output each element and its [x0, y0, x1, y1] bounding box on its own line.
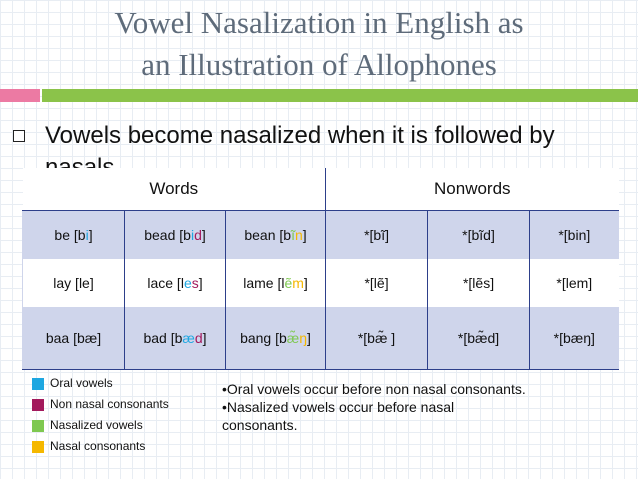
header-words: Words: [23, 168, 326, 211]
table-row: [23, 307, 619, 370]
text-segment: bead [b: [144, 227, 191, 243]
slide-title-line-1: Vowel Nasalization in English as: [114, 5, 524, 40]
text-segment: ]: [303, 275, 308, 291]
text-segment: *[bæ̃d]: [457, 330, 500, 346]
note-line: •Oral vowels occur before non nasal consonants.: [222, 381, 526, 397]
legend-swatch: [32, 378, 44, 390]
colored-segment: æ: [182, 330, 195, 346]
text-segment: *[lẽs]: [462, 275, 495, 291]
text-segment: ]: [307, 330, 311, 346]
colored-segment: ŋ: [299, 330, 308, 346]
text-segment: ]: [88, 227, 93, 243]
colored-segment: s: [191, 275, 199, 291]
text-segment: *[bæŋ]: [553, 330, 595, 346]
table-cell: [326, 259, 428, 307]
legend-label: Non nasal consonants: [50, 397, 169, 411]
text-segment: bean [b: [244, 227, 292, 243]
colored-segment: ẽ: [284, 275, 293, 291]
text-segment: ]: [302, 227, 307, 243]
text-segment: lame [l: [243, 275, 285, 291]
title-rule-green: [42, 89, 638, 102]
text-segment: lace [l: [147, 275, 184, 291]
legend-label: Nasal consonants: [50, 439, 146, 453]
colored-segment: i: [85, 227, 89, 243]
header-nonwords: Nonwords: [326, 168, 619, 211]
text-segment: *[bĩd]: [462, 227, 495, 243]
table-cell: [125, 259, 226, 307]
table-cell: [226, 307, 326, 370]
table-cell: [125, 307, 226, 370]
legend-label: Nasalized vowels: [50, 418, 143, 432]
table-cell: [530, 259, 619, 307]
table-cell: [428, 307, 530, 370]
text-segment: ]: [202, 330, 207, 346]
colored-segment: n: [294, 227, 303, 243]
note-line: •Nasalized vowels occur before nasal: [222, 399, 455, 415]
table-header-row: [23, 168, 619, 211]
colored-segment: i: [190, 227, 195, 243]
table-cell: [326, 211, 428, 260]
text-segment: bang [b: [240, 330, 287, 346]
text-segment: bad [b: [143, 330, 183, 346]
colored-segment: d: [194, 227, 202, 243]
legend-swatch: [32, 420, 44, 432]
table-cell: [23, 259, 125, 307]
legend-swatch: [32, 441, 44, 453]
text-segment: baa [bæ]: [45, 330, 102, 346]
bullet-text: Vowels become nasalized when it is followed by: [45, 122, 555, 149]
table-row: [23, 259, 619, 307]
table-cell: [23, 211, 125, 260]
text-segment: *[bin]: [558, 227, 591, 243]
colored-segment: æ̃: [286, 330, 300, 346]
table-cell: [226, 259, 326, 307]
colored-segment: ĩ: [291, 227, 295, 243]
text-segment: be [b: [54, 227, 86, 243]
text-segment: *[lẽ]: [364, 275, 389, 291]
table-cell: [125, 211, 226, 260]
legend-label: Oral vowels: [50, 376, 113, 390]
table-row: [23, 211, 619, 260]
text-segment: lay [le]: [53, 275, 94, 291]
colored-segment: e: [183, 275, 192, 291]
table-cell: [428, 259, 530, 307]
text-segment: *[bæ̃ ]: [357, 330, 396, 346]
table-cell: [23, 307, 125, 370]
text-segment: ]: [198, 275, 203, 291]
colored-segment: d: [194, 330, 203, 346]
table-cell: [428, 211, 530, 260]
table-cell: [326, 307, 428, 370]
notes: [222, 380, 526, 434]
table-cell: [530, 307, 619, 370]
legend-swatch: [32, 399, 44, 411]
table-cell: [226, 211, 326, 260]
text-segment: *[bĩ]: [364, 227, 389, 243]
colored-segment: m: [292, 275, 304, 291]
square-bullet-icon: [13, 130, 25, 142]
words-table: [22, 168, 619, 370]
note-line: consonants.: [222, 417, 298, 433]
title-rule-pink: [0, 89, 40, 102]
slide-title: [40, 2, 598, 86]
slide-title-line-2: an Illustration of Allophones: [141, 47, 497, 82]
table-cell: [530, 211, 619, 260]
text-segment: *[lem]: [556, 275, 593, 291]
text-segment: ]: [201, 227, 206, 243]
